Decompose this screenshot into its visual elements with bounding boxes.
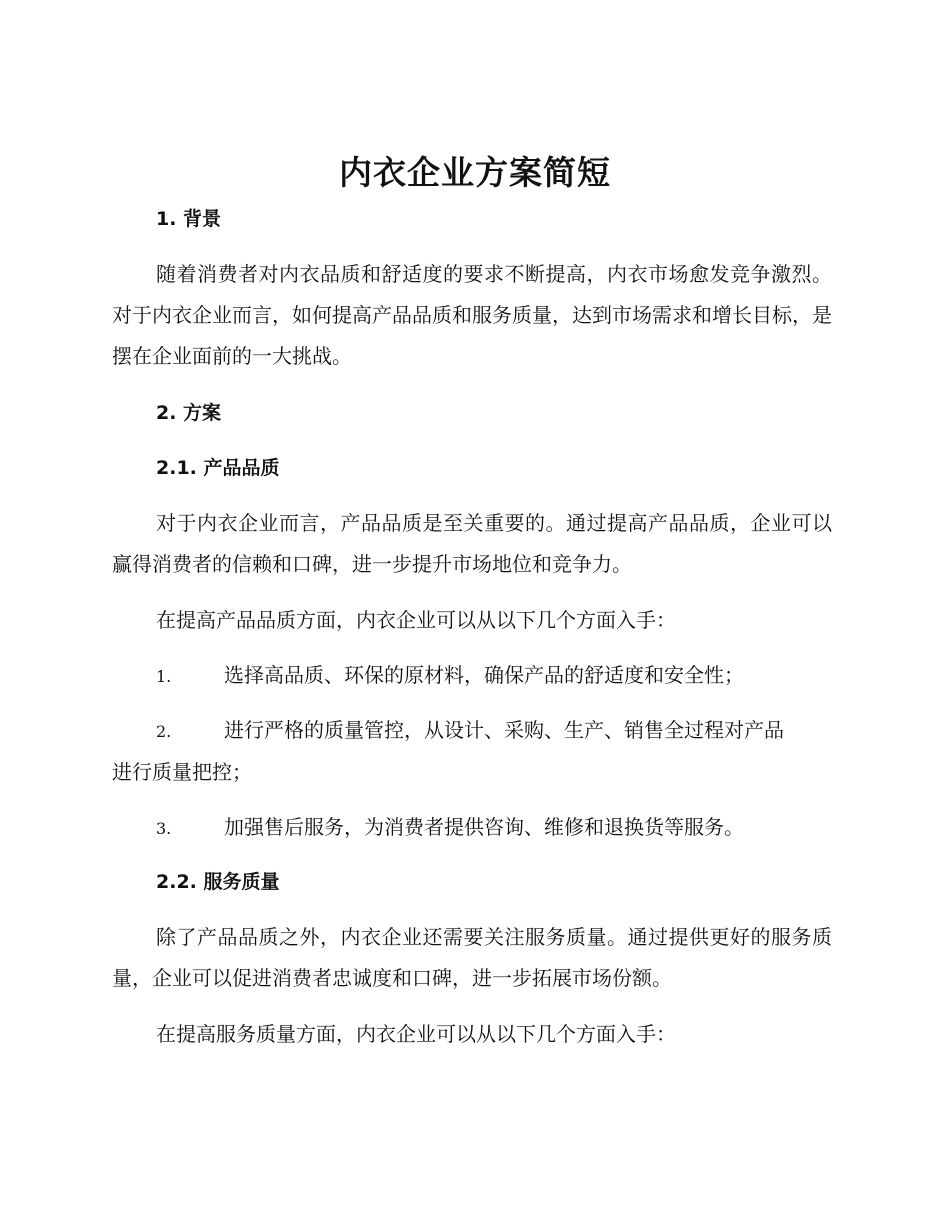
product-quality-paragraph-2: 在提高产品品质方面，内衣企业可以从以下几个方面入手： [156,608,676,632]
service-quality-paragraph-2: 在提高服务质量方面，内衣企业可以从以下几个方面入手： [156,1022,676,1046]
section-heading-product-quality: 2.1. 产品品质 [156,457,280,479]
document-title: 内衣企业方案简短 [339,153,611,192]
list-item [112,655,832,697]
list-item-number: 3. [156,819,172,838]
section-heading-service-quality: 2.2. 服务质量 [156,871,280,893]
product-quality-paragraph-1: 对于内衣企业而言，产品品质是至关重要的。通过提高产品品质，企业可以赢得消费者的信赖和口碑，进一步提升市场地位和竞争力。 [112,511,832,576]
list-item-text: 选择高品质、环保的原材料，确保产品的舒适度和安全性； [224,663,744,687]
section-heading-plan: 2. 方案 [156,402,222,424]
list-item-text-continued: 进行质量把控； [112,760,252,784]
section-heading-background: 1. 背景 [156,208,222,230]
list-item [112,710,832,793]
background-paragraph: 随着消费者对内衣品质和舒适度的要求不断提高，内衣市场愈发竞争激烈。对于内衣企业而言，如何提高产品品质和服务质量，达到市场需求和增长目标，是摆在企业面前的一大挑战。 [112,262,832,368]
list-item-number: 2. [156,722,172,741]
list-item-text: 加强售后服务，为消费者提供咨询、维修和退换货等服务。 [224,815,744,839]
service-quality-paragraph-1: 除了产品品质之外，内衣企业还需要关注服务质量。通过提供更好的服务质量，企业可以促进消费者忠诚度和口碑，进一步拓展市场份额。 [112,925,832,990]
list-item-number: 1. [156,667,172,686]
list-item-text: 进行严格的质量管控，从设计、采购、生产、销售全过程对产品 [224,718,784,742]
list-item [112,807,832,849]
